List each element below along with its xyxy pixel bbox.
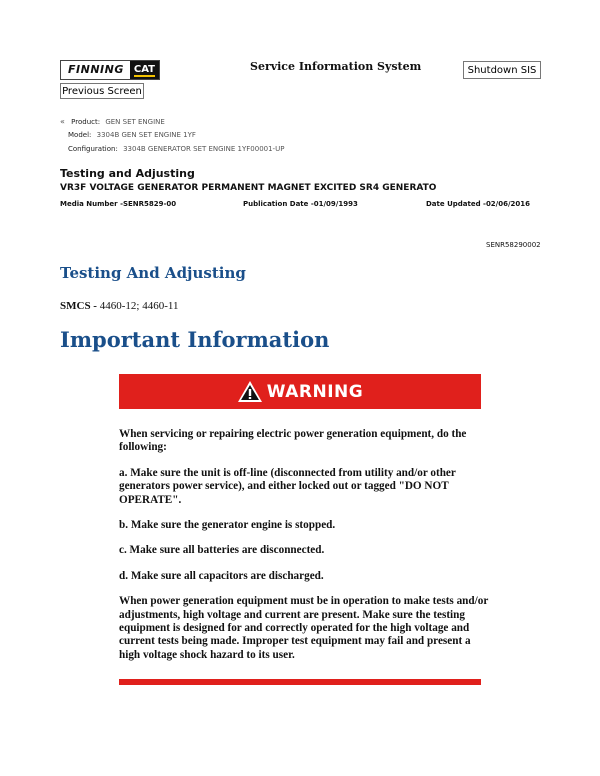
warning-text (119, 428, 489, 674)
warning-banner (119, 374, 481, 409)
warning-paragraph: c. Make sure all batteries are disconnected. (119, 544, 325, 557)
media-number: Media Number -SENR5829-00 (60, 200, 177, 208)
chevron-left-icon[interactable]: « (60, 117, 65, 126)
warning-paragraph: a. Make sure the unit is off-line (disconnected from utility and/or other generators power service), and either locked out or tagged "DO NOT OPERATE". (119, 466, 456, 506)
product-value: GEN SET ENGINE (105, 118, 165, 126)
logo-cat-text: CAT (133, 64, 155, 75)
smcs-codes (60, 300, 178, 312)
warning-bottom-rule (119, 679, 481, 685)
finning-cat-logo (60, 60, 160, 80)
smcs-value: 4460-12; 4460-11 (96, 300, 179, 312)
section-title: Testing And Adjusting (60, 264, 246, 282)
document-id: SENR58290002 (486, 241, 541, 249)
model-value: 3304B GEN SET ENGINE 1YF (96, 131, 196, 139)
logo-cat-badge (130, 61, 159, 79)
configuration-row (68, 145, 284, 153)
model-row (68, 131, 196, 139)
warning-paragraph: b. Make sure the generator engine is stopped. (119, 519, 336, 532)
warning-paragraph: When servicing or repairing electric power generation equipment, do the following: (119, 428, 467, 454)
warning-paragraph: d. Make sure all capacitors are discharged. (119, 569, 324, 582)
logo-finning-text: FINNING (61, 61, 130, 79)
warning-paragraph: When power generation equipment must be in operation to make tests and/or adjustments, high voltage and current are present. Make sure the testing equipment is designed for and correctly operated for the high voltage and current tests being made. Improper test equipment may fail and present a high voltage shock hazard to its user. (119, 595, 489, 661)
warning-label: WARNING (266, 381, 364, 402)
model-key: Model: (68, 131, 92, 139)
important-information-title: Important Information (60, 327, 330, 352)
configuration-value: 3304B GENERATOR SET ENGINE 1YF00001-UP (123, 145, 285, 153)
warning-triangle-icon (237, 380, 263, 403)
smcs-label: SMCS - (60, 300, 97, 312)
configuration-key: Configuration: (68, 145, 118, 153)
document-heading: Testing and Adjusting (60, 167, 195, 180)
document-subheading: VR3F VOLTAGE GENERATOR PERMANENT MAGNET EXCITED SR4 GENERATO (60, 183, 437, 193)
product-key: Product: (71, 118, 101, 126)
previous-screen-button[interactable]: Previous Screen (60, 83, 144, 99)
date-updated: Date Updated -02/06/2016 (426, 200, 531, 208)
product-row (60, 117, 165, 126)
shutdown-sis-button[interactable]: Shutdown SIS (463, 61, 541, 79)
system-title: Service Information System (250, 60, 422, 73)
publication-date: Publication Date -01/09/1993 (243, 200, 358, 208)
